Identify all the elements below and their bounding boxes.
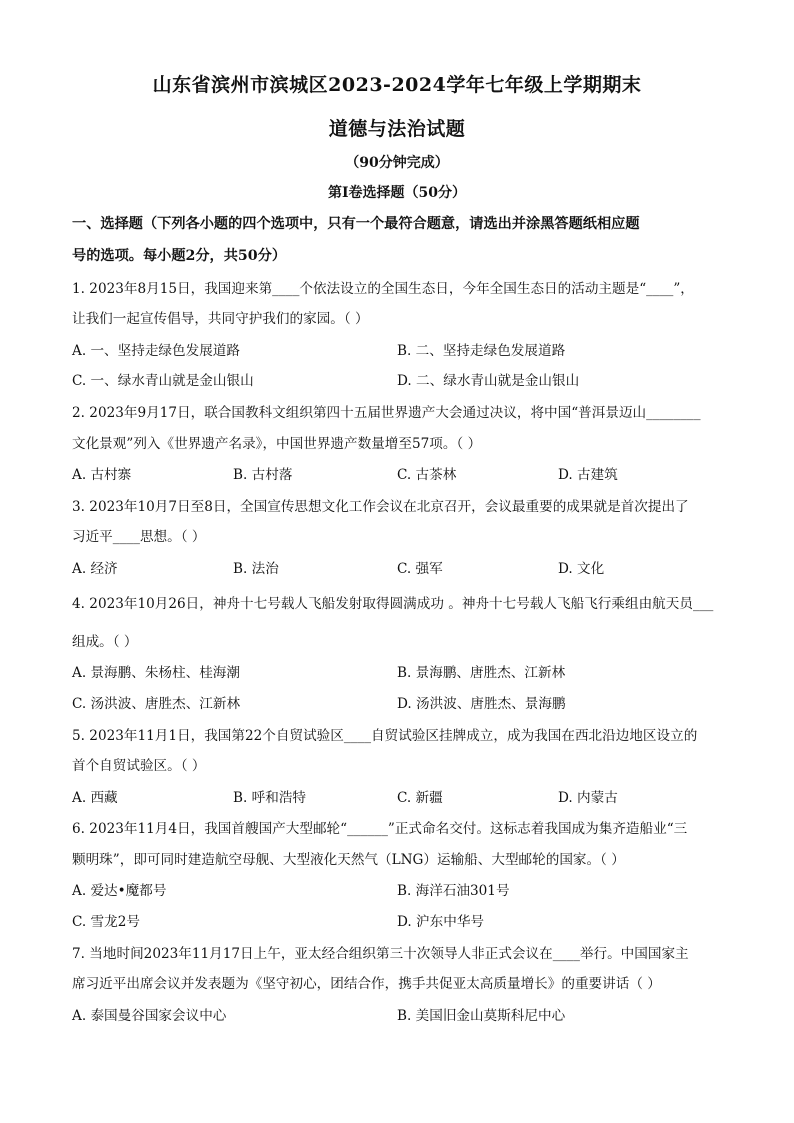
question-3-option-a[interactable]: A. 经济 [72, 561, 118, 577]
question-5-line-1: 5. 2023年11月1日，我国第22个自贸试验区____自贸试验区挂牌成立，成为我国在西北沿边地区设立的 [72, 728, 698, 744]
question-4-option-b[interactable]: B. 景海鹏、唐胜杰、江新林 [397, 665, 566, 681]
question-6-option-c[interactable]: C. 雪龙2号 [72, 914, 140, 930]
question-1-option-c[interactable]: C. 一、绿水青山就是金山银山 [72, 373, 254, 389]
question-5-option-a[interactable]: A. 西藏 [72, 790, 118, 806]
question-7-line-2: 席习近平出席会议并发表题为《坚守初心，团结合作，携手共促亚太高质量增长》的重要讲话（ ） [72, 976, 661, 992]
question-2-option-d[interactable]: D. 古建筑 [558, 467, 618, 483]
question-3-option-b[interactable]: B. 法治 [233, 561, 279, 577]
exam-subtitle: 道德与法治试题 [328, 118, 466, 140]
question-3-line-2: 习近平____思想。（ ） [72, 529, 206, 545]
question-2-option-a[interactable]: A. 古村寨 [72, 467, 132, 483]
question-6-option-a[interactable]: A. 爱达•魔都号 [72, 883, 167, 899]
question-7-line-1: 7. 当地时间2023年11月17日上午，亚太经合组织第三十次领导人非正式会议在____举行。中国国家主 [72, 946, 689, 962]
question-3-line-1: 3. 2023年10月7日至8日，全国宣传思想文化工作会议在北京召开，会议最重要的成果就是首次提出了 [72, 499, 689, 515]
question-4-option-a[interactable]: A. 景海鹏、朱杨柱、桂海潮 [72, 665, 240, 681]
question-1-line-1: 1. 2023年8月15日，我国迎来第____个依法设立的全国生态日，今年全国生态日的活动主题是“____”， [72, 281, 694, 297]
question-1-option-d[interactable]: D. 二、绿水青山就是金山银山 [397, 373, 580, 389]
question-2-option-c[interactable]: C. 古茶林 [397, 467, 457, 483]
question-3-option-c[interactable]: C. 强军 [397, 561, 443, 577]
question-1-option-b[interactable]: B. 二、坚持走绿色发展道路 [397, 343, 566, 359]
section-instructions-line-1: 一、选择题（下列各小题的四个选项中，只有一个最符合题意，请选出并涂黑答题纸相应题 [72, 216, 640, 232]
question-6-option-b[interactable]: B. 海洋石油301号 [397, 883, 510, 899]
question-5-line-2: 首个自贸试验区。（ ） [72, 758, 206, 774]
question-4-option-d[interactable]: D. 汤洪波、唐胜杰、景海鹏 [397, 696, 566, 712]
question-7-option-b[interactable]: B. 美国旧金山莫斯科尼中心 [397, 1008, 566, 1024]
question-4-option-c[interactable]: C. 汤洪波、唐胜杰、江新林 [72, 696, 241, 712]
question-6-option-d[interactable]: D. 沪东中华号 [397, 914, 485, 930]
question-2-line-2: 文化景观”列入《世界遗产名录》，中国世界遗产数量增至57项。（ ） [72, 436, 482, 452]
question-2-line-1: 2. 2023年9月17日，联合国教科文组织第四十五届世界遗产大会通过决议，将中国“普洱景迈山________ [72, 405, 701, 421]
question-2-option-b[interactable]: B. 古村落 [233, 467, 293, 483]
question-6-line-2: 颗明珠”，即可同时建造航空母舰、大型液化天然气（LNG）运输船、大型邮轮的国家。（ ） [72, 852, 625, 868]
exam-title: 山东省滨州市滨城区2023-2024学年七年级上学期期末 [152, 74, 642, 96]
question-5-option-c[interactable]: C. 新疆 [397, 790, 443, 806]
part-heading: 第Ⅰ卷选择题（50分） [327, 185, 467, 201]
question-4-line-2: 组成。（ ） [72, 634, 138, 650]
question-1-option-a[interactable]: A. 一、坚持走绿色发展道路 [72, 343, 240, 359]
question-5-option-d[interactable]: D. 内蒙古 [558, 790, 618, 806]
section-instructions-line-2: 号的选项。每小题2分，共50分） [72, 248, 287, 264]
question-3-option-d[interactable]: D. 文化 [558, 561, 605, 577]
question-5-option-b[interactable]: B. 呼和浩特 [233, 790, 307, 806]
question-4-line-1: 4. 2023年10月26日，神舟十七号载人飞船发射取得圆满成功 。神舟十七号载人飞船飞行乘组由航天员___ [72, 596, 714, 612]
exam-duration: （90分钟完成） [345, 155, 449, 171]
question-7-option-a[interactable]: A. 泰国曼谷国家会议中心 [72, 1008, 227, 1024]
question-6-line-1: 6. 2023年11月4日，我国首艘国产大型邮轮“______”正式命名交付。这标志着我国成为集齐造船业“三 [72, 821, 688, 837]
question-1-line-2: 让我们一起宣传倡导，共同守护我们的家园。（ ） [72, 311, 369, 327]
